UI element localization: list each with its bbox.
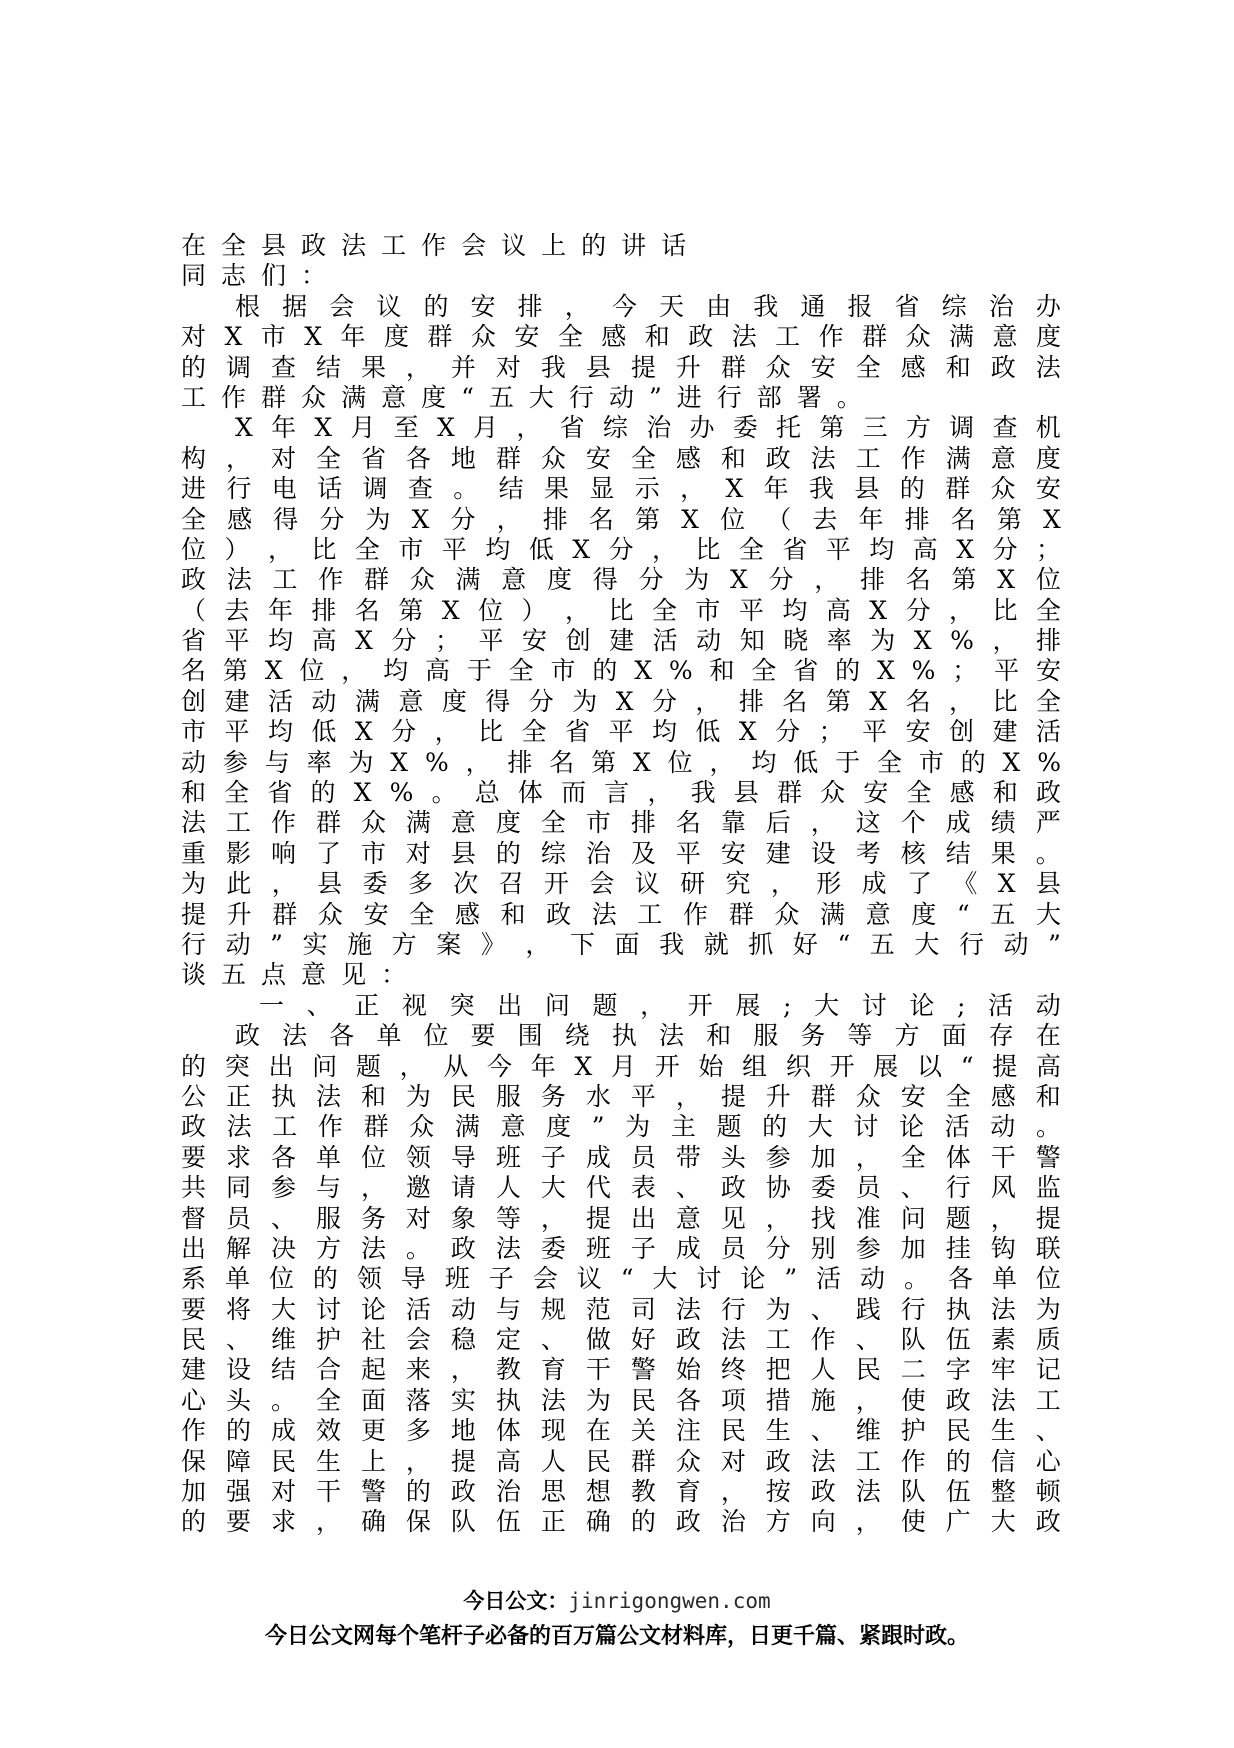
body-line: 政 法 工 作 群 众 满 意 度 ” 为 主 题 的 大 讨 论 活 动 。 <box>181 1112 1061 1142</box>
body-line: 建 设 结 合 起 来 ， 教 育 干 警 始 终 把 人 民 二 字 牢 记 <box>181 1355 1061 1385</box>
body-line: （ 去 年 排 名 第 X 位 ） ， 比 全 市 平 均 高 X 分 ， 比 全 <box>181 595 1061 625</box>
body-line: 工 作 群 众 满 意 度 “ 五 大 行 动 ” 进 行 部 署 。 <box>181 382 862 412</box>
body-line: 政 法 各 单 位 要 围 绕 执 法 和 服 务 等 方 面 存 在 <box>235 1021 1061 1051</box>
body-line: 根 据 会 议 的 安 排 ， 今 天 由 我 通 报 省 综 治 办 <box>235 291 1061 321</box>
body-line: 要 将 大 讨 论 活 动 与 规 范 司 法 行 为 、 践 行 执 法 为 <box>181 1294 1061 1324</box>
body-line: 督 员 、 服 务 对 象 等 ， 提 出 意 见 ， 找 准 问 题 ， 提 <box>181 1203 1061 1233</box>
body-line: X 年 X 月 至 X 月 ， 省 综 治 办 委 托 第 三 方 调 查 机 <box>235 413 1061 443</box>
body-line: 市 平 均 低 X 分 ， 比 全 省 平 均 低 X 分 ； 平 安 创 建 活 <box>181 717 1061 747</box>
document-body <box>181 231 1061 1538</box>
document-title: 在 全 县 政 法 工 作 会 议 上 的 讲 话 <box>181 231 687 260</box>
body-line: 政 法 工 作 群 众 满 意 度 得 分 为 X 分 ， 排 名 第 X 位 <box>181 565 1061 595</box>
body-line: 位 ） ， 比 全 市 平 均 低 X 分 ， 比 全 省 平 均 高 X 分 ； <box>181 534 1061 564</box>
body-line: 名 第 X 位 ， 均 高 于 全 市 的 X % 和 全 省 的 X % ； 平 安 <box>181 656 1061 686</box>
body-line: 心 头 。 全 面 落 实 执 法 为 民 各 项 措 施 ， 使 政 法 工 <box>181 1385 1061 1415</box>
body-line: 动 参 与 率 为 X % ， 排 名 第 X 位 ， 均 低 于 全 市 的 X % <box>181 747 1061 777</box>
body-line: 保 障 民 生 上 ， 提 高 人 民 群 众 对 政 法 工 作 的 信 心 <box>181 1446 1061 1476</box>
salutation: 同 志 们 ： <box>181 261 327 291</box>
body-line: 重 影 响 了 市 对 县 的 综 治 及 平 安 建 设 考 核 结 果 。 <box>181 838 1061 868</box>
body-line: 行 动 ” 实 施 方 案 》 ， 下 面 我 就 抓 好 “ 五 大 行 动 ” <box>181 929 1061 959</box>
footer-slogan: 今日公文网每个笔杆子必备的百万篇公文材料库，日更千篇、紧跟时政。 <box>264 1624 969 1649</box>
footer-site-label: 今日公文： <box>463 1589 569 1613</box>
body-line: 民 、 维 护 社 会 稳 定 、 做 好 政 法 工 作 、 队 伍 素 质 <box>181 1325 1061 1355</box>
body-line: 全 感 得 分 为 X 分 ， 排 名 第 X 位 （ 去 年 排 名 第 X <box>181 504 1061 534</box>
body-line: 对 X 市 X 年 度 群 众 安 全 感 和 政 法 工 作 群 众 满 意 度 <box>181 322 1061 352</box>
body-line: 法 工 作 群 众 满 意 度 全 市 排 名 靠 后 ， 这 个 成 绩 严 <box>181 808 1061 838</box>
body-line: 构 ， 对 全 省 各 地 群 众 安 全 感 和 政 法 工 作 满 意 度 <box>181 443 1061 473</box>
body-line: 一 、 正 视 突 出 问 题 ， 开 展 ; 大 讨 论 ; 活 动 <box>259 990 1061 1020</box>
body-line: 的 要 求 ， 确 保 队 伍 正 确 的 政 治 方 向 ， 使 广 大 政 <box>181 1507 1061 1537</box>
body-line: 的 调 查 结 果 ， 并 对 我 县 提 升 群 众 安 全 感 和 政 法 <box>181 352 1061 382</box>
body-line: 进 行 电 话 调 查 。 结 果 显 示 ， X 年 我 县 的 群 众 安 <box>181 474 1061 504</box>
body-line: 公 正 执 法 和 为 民 服 务 水 平 ， 提 升 群 众 安 全 感 和 <box>181 1081 1061 1111</box>
body-line: 加 强 对 干 警 的 政 治 思 想 教 育 ， 按 政 法 队 伍 整 顿 <box>181 1477 1061 1507</box>
body-line: 谈 五 点 意 见 ： <box>181 960 407 990</box>
body-line: 提 升 群 众 安 全 感 和 政 法 工 作 群 众 满 意 度 “ 五 大 <box>181 899 1061 929</box>
body-line: 共 同 参 与 ， 邀 请 人 大 代 表 、 政 协 委 员 、 行 风 监 <box>181 1173 1061 1203</box>
body-line: 的 突 出 问 题 ， 从 今 年 X 月 开 始 组 织 开 展 以 “ 提 高 <box>181 1051 1061 1081</box>
body-line: 出 解 决 方 法 。 政 法 委 班 子 成 员 分 别 参 加 挂 钩 联 <box>181 1233 1061 1263</box>
body-line: 系 单 位 的 领 导 班 子 会 议 “ 大 讨 论 ” 活 动 。 各 单 位 <box>181 1264 1061 1294</box>
footer-site-url[interactable]: jinrigongwen.com <box>568 1589 771 1613</box>
footer-site <box>0 1585 1234 1615</box>
body-line: 作 的 成 效 更 多 地 体 现 在 关 注 民 生 、 维 护 民 生 、 <box>181 1416 1061 1446</box>
body-line: 和 全 省 的 X % 。 总 体 而 言 ， 我 县 群 众 安 全 感 和 政 <box>181 778 1061 808</box>
body-line: 要 求 各 单 位 领 导 班 子 成 员 带 头 参 加 ， 全 体 干 警 <box>181 1142 1061 1172</box>
body-line: 省 平 均 高 X 分 ； 平 安 创 建 活 动 知 晓 率 为 X % ， 排 <box>181 626 1061 656</box>
body-line: 为 此 ， 县 委 多 次 召 开 会 议 研 究 ， 形 成 了 《 X 县 <box>181 869 1061 899</box>
body-line: 创 建 活 动 满 意 度 得 分 为 X 分 ， 排 名 第 X 名 ， 比 全 <box>181 686 1061 716</box>
